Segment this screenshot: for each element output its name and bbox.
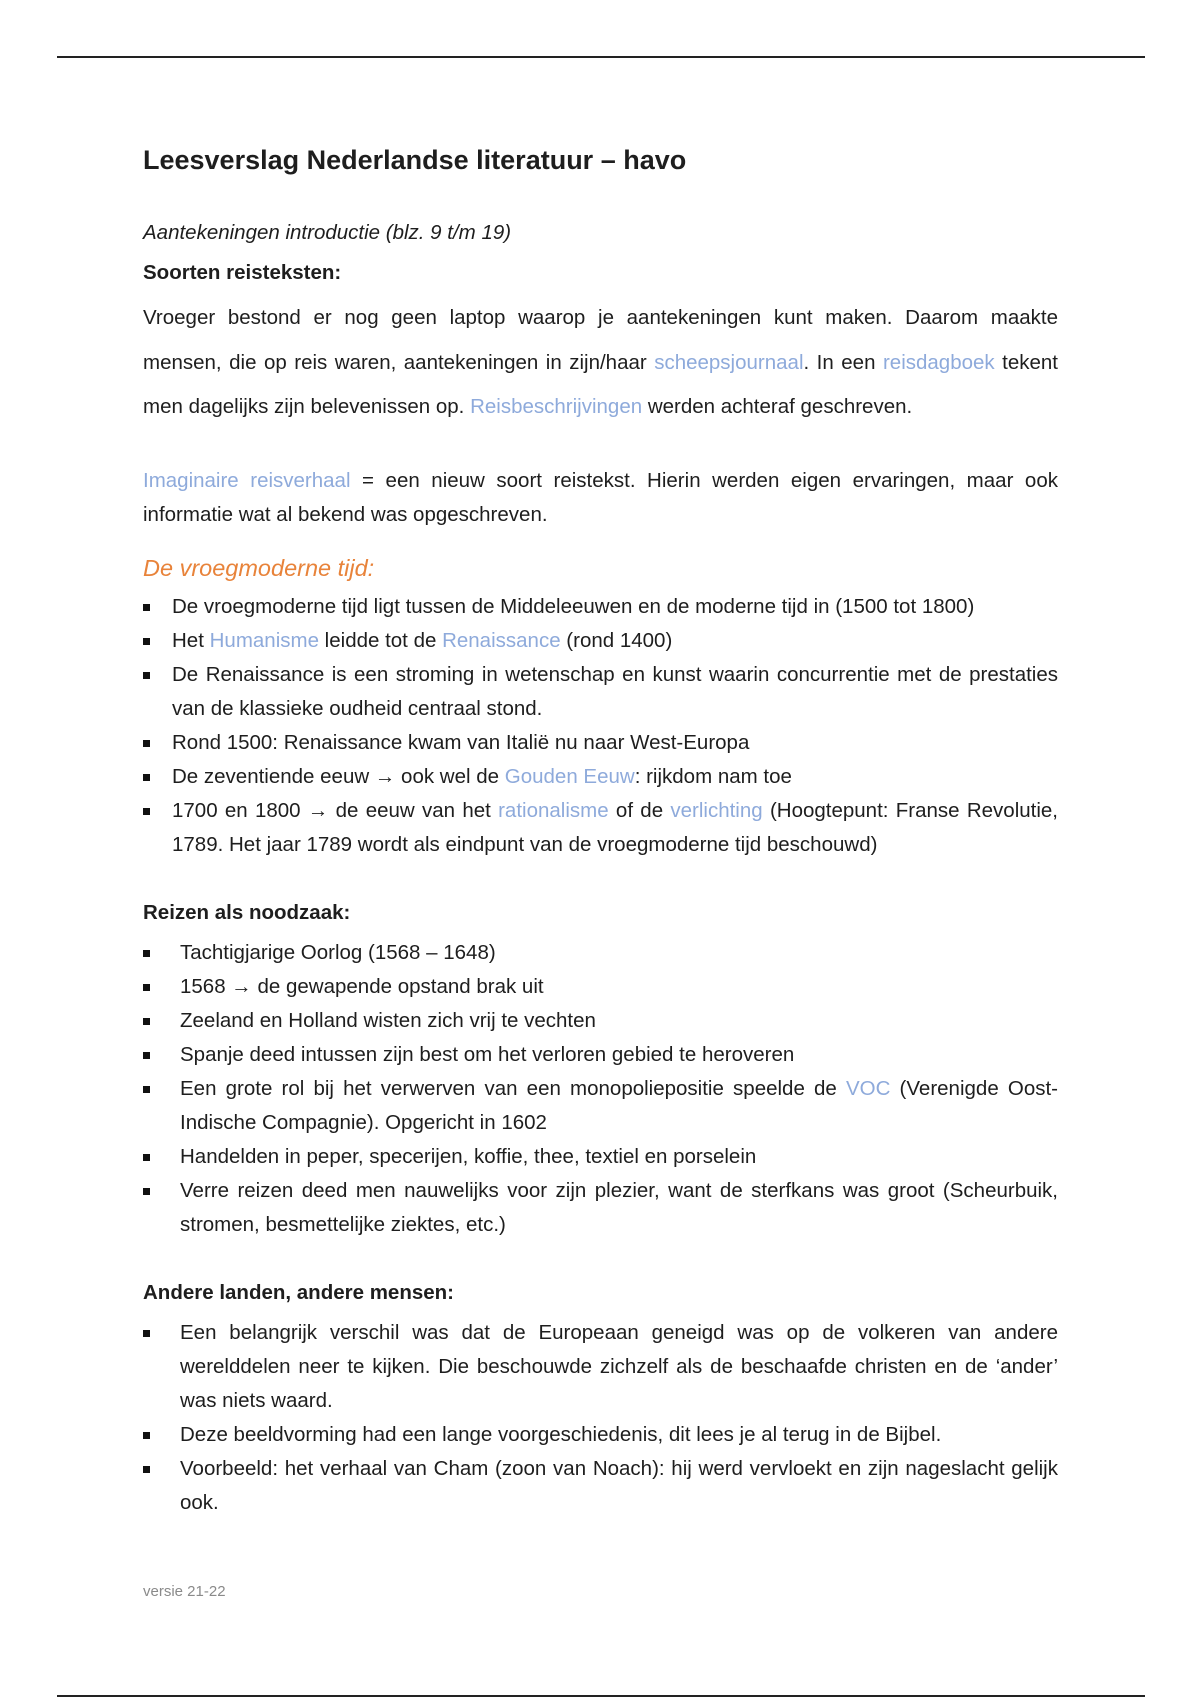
highlighted-term: reisdagboek (882, 350, 995, 374)
list-item (143, 760, 1058, 794)
heading-soorten: Soorten reisteksten: (143, 261, 342, 284)
text-run: : rijkdom nam toe (634, 764, 792, 788)
text-run: Zeeland en Holland wisten zich vrij te vechten (180, 1008, 596, 1032)
list-item (143, 1316, 1058, 1418)
list-item (143, 936, 1058, 970)
text-run: De Renaissance is een stroming in wetenschap en kunst waarin concurrentie met de prestaties van de klassieke oudheid centraal stond. (172, 662, 1058, 720)
text-run: = een nieuw soort reistekst. Hierin werden eigen ervaringen, maar ook informatie wat al bekend was opgeschreven. (143, 468, 1058, 526)
list-item (143, 970, 1058, 1004)
highlighted-term: Reisbeschrijvingen (470, 395, 643, 418)
square-bullet-icon (143, 740, 150, 747)
list-item (143, 1004, 1058, 1038)
text-run: werden achteraf geschreven. (642, 395, 913, 418)
list-item (143, 1174, 1058, 1242)
heading-andere-landen: Andere landen, andere mensen: (143, 1280, 455, 1304)
square-bullet-icon (143, 1466, 150, 1473)
list-item (143, 1140, 1058, 1174)
text-run: Tachtigjarige Oorlog (1568 – 1648) (180, 940, 496, 964)
text-run: De vroegmoderne tijd ligt tussen de Middeleeuwen en de moderne tijd in (1500 tot 1800) (172, 594, 975, 618)
document-subtitle: Aantekeningen introductie (blz. 9 t/m 19) (143, 221, 512, 244)
text-run: Rond 1500: Renaissance kwam van Italië nu naar West-Europa (172, 730, 750, 754)
square-bullet-icon (143, 1432, 150, 1439)
square-bullet-icon (143, 984, 150, 991)
list-item (143, 1418, 1058, 1452)
text-run: tekent men dagelijks zijn belevenissen op. (143, 350, 1059, 418)
list-item (143, 726, 1058, 760)
text-run: Handelden in peper, specerijen, koffie, thee, textiel en porselein (180, 1144, 757, 1168)
highlighted-term: rationalisme (498, 798, 609, 822)
square-bullet-icon (143, 1188, 150, 1195)
list-reizen-noodzaak (143, 936, 1058, 1242)
list-item (143, 794, 1058, 862)
list-item (143, 590, 1058, 624)
text-run: (Hoogtepunt: Franse Revolutie, 1789. Het jaar 1789 wordt als eindpunt van de vroegmoderne tijd beschouwd) (172, 798, 1058, 856)
text-run: 1568 → de gewapende opstand brak uit (180, 974, 544, 998)
text-run: Spanje deed intussen zijn best om het verloren gebied te heroveren (180, 1042, 795, 1066)
text-run: (rond 1400) (560, 628, 673, 652)
list-andere-landen (143, 1316, 1058, 1520)
list-vroegmoderne-tijd (143, 590, 1058, 862)
square-bullet-icon (143, 950, 150, 957)
text-run: of de (608, 798, 671, 822)
text-run: leidde tot de (318, 628, 443, 652)
text-run: Een grote rol bij het verwerven van een monopoliepositie speelde de (180, 1076, 846, 1100)
square-bullet-icon (143, 1154, 150, 1161)
text-run: De zeventiende eeuw → ook wel de (172, 764, 505, 788)
heading-reizen-noodzaak: Reizen als noodzaak: (143, 900, 351, 924)
text-run: Verre reizen deed men nauwelijks voor zijn plezier, want de sterfkans was groot (Scheurbuik, stromen, besmettelijke ziektes, etc.) (180, 1178, 1058, 1236)
highlighted-term: Renaissance (442, 628, 561, 652)
text-run: Een belangrijk verschil was dat de Europeaan geneigd was op de volkeren van andere werelddelen neer te kijken. Die beschouwde zichzelf als de beschaafde christen en de ‘ander’ was niets waard. (180, 1320, 1058, 1412)
list-item (143, 624, 1058, 658)
footer-version: versie 21-22 (143, 1583, 226, 1600)
square-bullet-icon (143, 638, 150, 645)
text-run: (Verenigde Oost-Indische Compagnie). Opgericht in 1602 (180, 1076, 1058, 1134)
square-bullet-icon (143, 1018, 150, 1025)
square-bullet-icon (143, 1052, 150, 1059)
list-item (143, 658, 1058, 726)
highlighted-term: Gouden Eeuw (504, 764, 635, 788)
document-title: Leesverslag Nederlandse literatuur – havo (143, 145, 687, 175)
paragraph-soorten-2 (143, 464, 1058, 532)
top-rule (57, 56, 1145, 58)
text-run: Voorbeeld: het verhaal van Cham (zoon van Noach): hij werd vervloekt en zijn nageslacht gelijk ook. (180, 1456, 1058, 1514)
text-run: Vroeger bestond er nog geen laptop waarop je aantekeningen kunt maken. Daarom maakte mensen, die op reis waren, aantekeningen in zijn/haar (143, 306, 1058, 374)
text-run: . In een (803, 350, 883, 374)
paragraph-soorten-1 (143, 296, 1058, 430)
highlighted-term: scheepsjournaal (654, 350, 804, 374)
document-page (143, 140, 1058, 1520)
square-bullet-icon (143, 808, 150, 815)
square-bullet-icon (143, 672, 150, 679)
highlighted-term: verlichting (670, 798, 763, 822)
square-bullet-icon (143, 604, 150, 611)
heading-vroegmoderne-tijd: De vroegmoderne tijd: (143, 554, 375, 581)
list-item (143, 1452, 1058, 1520)
square-bullet-icon (143, 1086, 150, 1093)
highlighted-term: Imaginaire reisverhaal (143, 468, 351, 492)
list-item (143, 1038, 1058, 1072)
bottom-rule (57, 1695, 1145, 1697)
text-run: Deze beeldvorming had een lange voorgeschiedenis, dit lees je al terug in de Bijbel. (180, 1422, 942, 1446)
text-run: Het (172, 628, 210, 652)
highlighted-term: Humanisme (209, 628, 319, 652)
text-run: 1700 en 1800 → de eeuw van het (172, 798, 499, 822)
square-bullet-icon (143, 774, 150, 781)
highlighted-term: VOC (845, 1076, 891, 1100)
list-item (143, 1072, 1058, 1140)
square-bullet-icon (143, 1330, 150, 1337)
